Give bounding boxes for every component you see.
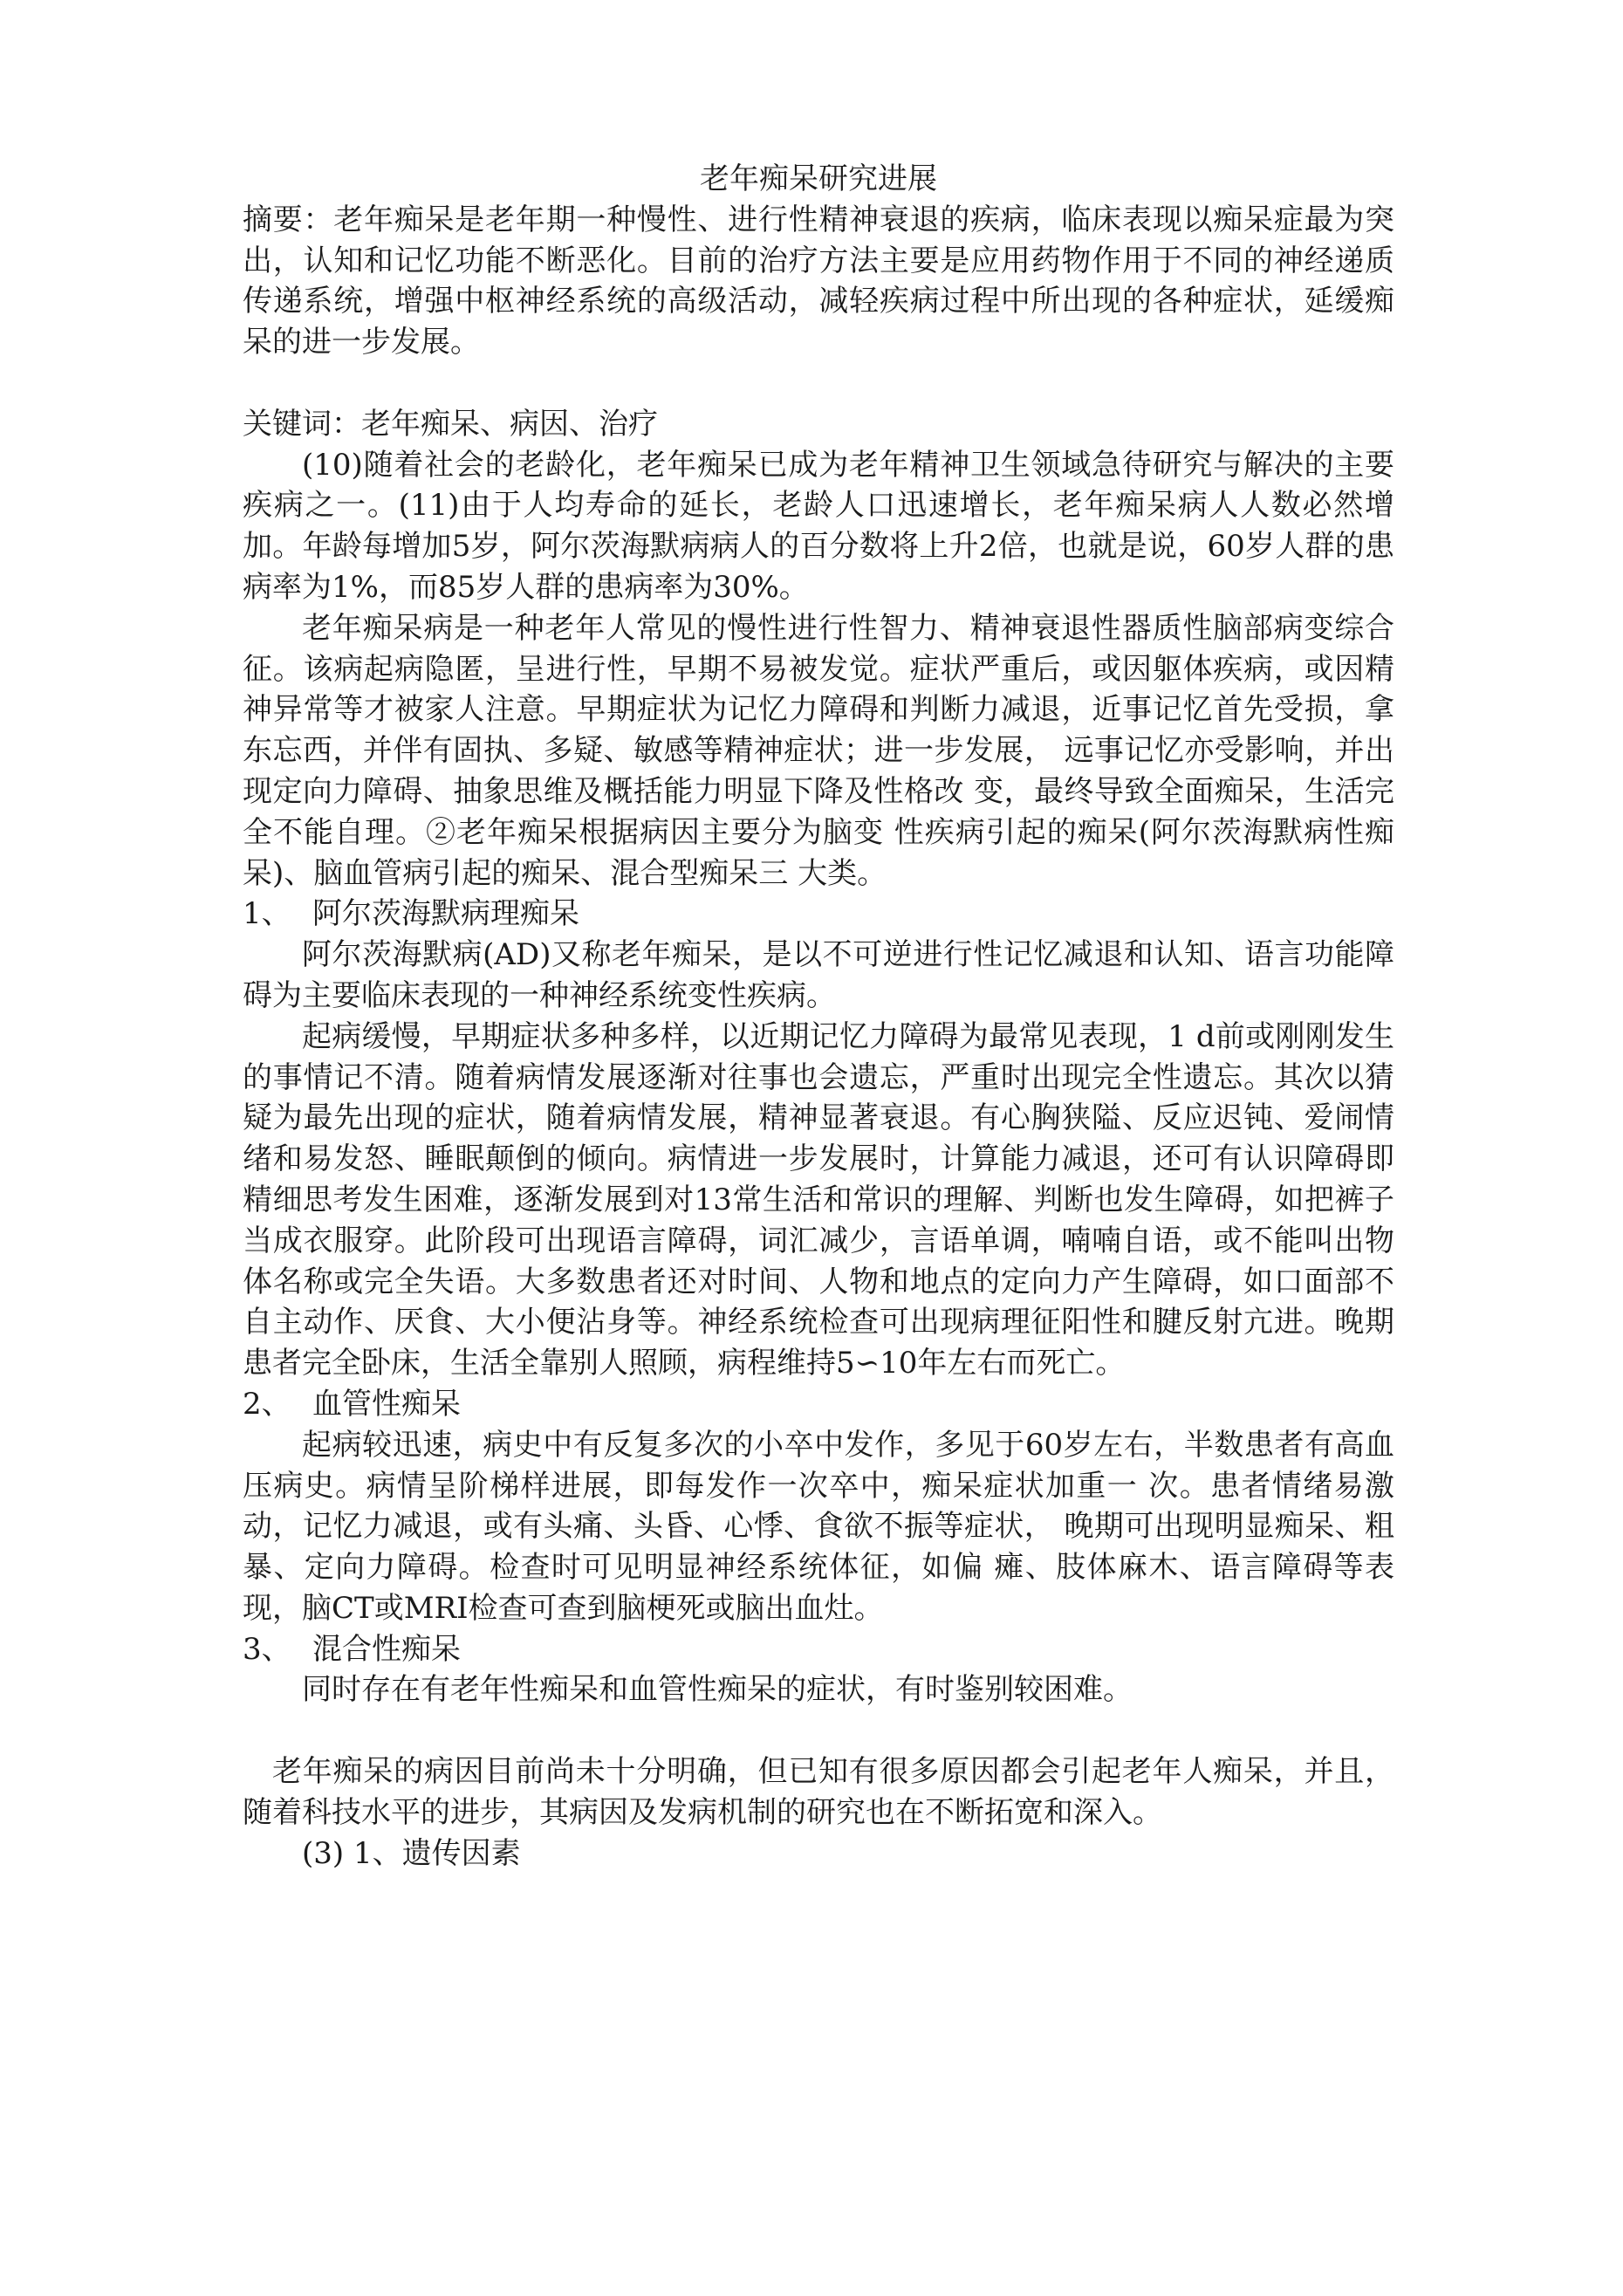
overview-paragraph: 老年痴呆病是一种老年人常见的慢性进行性智力、精神衰退性器质性脑部病变综合征。该病起病隐匿，呈进行性，早期不易被发觉。症状严重后，或因躯体疾病，或因精神异常等才被家人注意。早期症状为记忆力障碍和判断力减退，近事记忆首先受损，拿东忘西，并伴有固执、多疑、敏感等精神症状；进一步发展， 远事记忆亦受影响，并出现定向力障碍、抽象思维及概括能力明显下降及性格改 变，最终导致全面痴呆，生活完全不能自理。②老年痴呆根据病因主要分为脑变 性疾病引起的痴呆(阿尔茨海默病性痴呆)、脑血管病引起的痴呆、混合型痴呆三 大类。 [243, 610, 1394, 891]
section-heading-3 [243, 1629, 1394, 1670]
section1-paragraph-1: 阿尔茨海默病(AD)又称老年痴呆，是以不可逆进行性记忆减退和认知、语言功能障碍为主要临床表现的一种神经系统变性疾病。 [243, 937, 1394, 1013]
section-heading-2 [243, 1384, 1394, 1425]
section-title: 血管性痴呆 [312, 1386, 461, 1422]
blank-line [243, 1710, 1394, 1751]
section-number: 2、 [243, 1386, 291, 1422]
document-body [243, 159, 1394, 1874]
blank-line [243, 363, 1394, 404]
cause-paragraph: 老年痴呆的病因目前尚未十分明确，但已知有很多原因都会引起老年人痴呆，并且，随着科技水平的进步，其病因及发病机制的研究也在不断拓宽和深入。 [243, 1754, 1394, 1830]
subheading-genetic: (3) 1、遗传因素 [302, 1835, 521, 1871]
section3-paragraph-1: 同时存在有老年性痴呆和血管性痴呆的症状，有时鉴别较困难。 [302, 1672, 1133, 1708]
section-number: 3、 [243, 1631, 291, 1667]
keywords-line: 关键词：老年痴呆、病因、治疗 [243, 406, 658, 442]
page-title: 老年痴呆研究进展 [700, 161, 937, 196]
section1-paragraph-2: 起病缓慢，早期症状多种多样，以近期记忆力障碍为最常见表现，1 d前或刚刚发生的事情记不清。随着病情发展逐渐对往事也会遗忘，严重时出现完全性遗忘。其次以猜疑为最先出现的症状，随着病情发展，精神显著衰退。有心胸狭隘、反应迟钝、爱闹情绪和易发怒、睡眠颠倒的倾向。病情进一步发展时，计算能力减退，还可有认识障碍即精细思考发生困难，逐渐发展到对13常生活和常识的理解、判断也发生障碍，如把裤子当成衣服穿。此阶段可出现语言障碍，词汇减少，言语单调，喃喃自语，或不能叫出物体名称或完全失语。大多数患者还对时间、人物和地点的定向力产生障碍，如口面部不自主动作、厌食、大小便沾身等。神经系统检查可出现病理征阳性和腱反射亢进。晚期患者完全卧床，生活全靠别人照顾，病程维持5∽10年左右而死亡。 [243, 1018, 1394, 1381]
section2-paragraph-1: 起病较迅速，病史中有反复多次的小卒中发作，多见于60岁左右，半数患者有高血压病史。病情呈阶梯样进展，即每发作一次卒中，痴呆症状加重一 次。患者情绪易激动，记忆力减退，或有头痛、头昏、心悸、食欲不振等症状， 晚期可出现明显痴呆、粗暴、定向力障碍。检查时可见明显神经系统体征，如偏 瘫、肢体麻木、语言障碍等表现，脑CT或MRI检查可查到脑梗死或脑出血灶。 [243, 1427, 1394, 1626]
section-title: 混合性痴呆 [312, 1631, 461, 1667]
section-heading-1 [243, 894, 1394, 935]
intro-paragraph: (10)随着社会的老龄化，老年痴呆已成为老年精神卫生领域急待研究与解决的主要疾病之一。(11)由于人均寿命的延长，老龄人口迅速增长，老年痴呆病人人数必然增加。年龄每增加5岁，阿尔茨海默病病人的百分数将上升2倍，也就是说，60岁人群的患病率为1%，而85岁人群的患病率为30%。 [243, 447, 1394, 605]
section-title: 阿尔茨海默病理痴呆 [312, 896, 579, 932]
section-number: 1、 [243, 896, 291, 932]
abstract-paragraph: 摘要：老年痴呆是老年期一种慢性、进行性精神衰退的疾病，临床表现以痴呆症最为突出，认知和记忆功能不断恶化。目前的治疗方法主要是应用药物作用于不同的神经递质传递系统，增强中枢神经系统的高级活动，减轻疾病过程中所出现的各种症状，延缓痴呆的进一步发展。 [243, 202, 1394, 360]
